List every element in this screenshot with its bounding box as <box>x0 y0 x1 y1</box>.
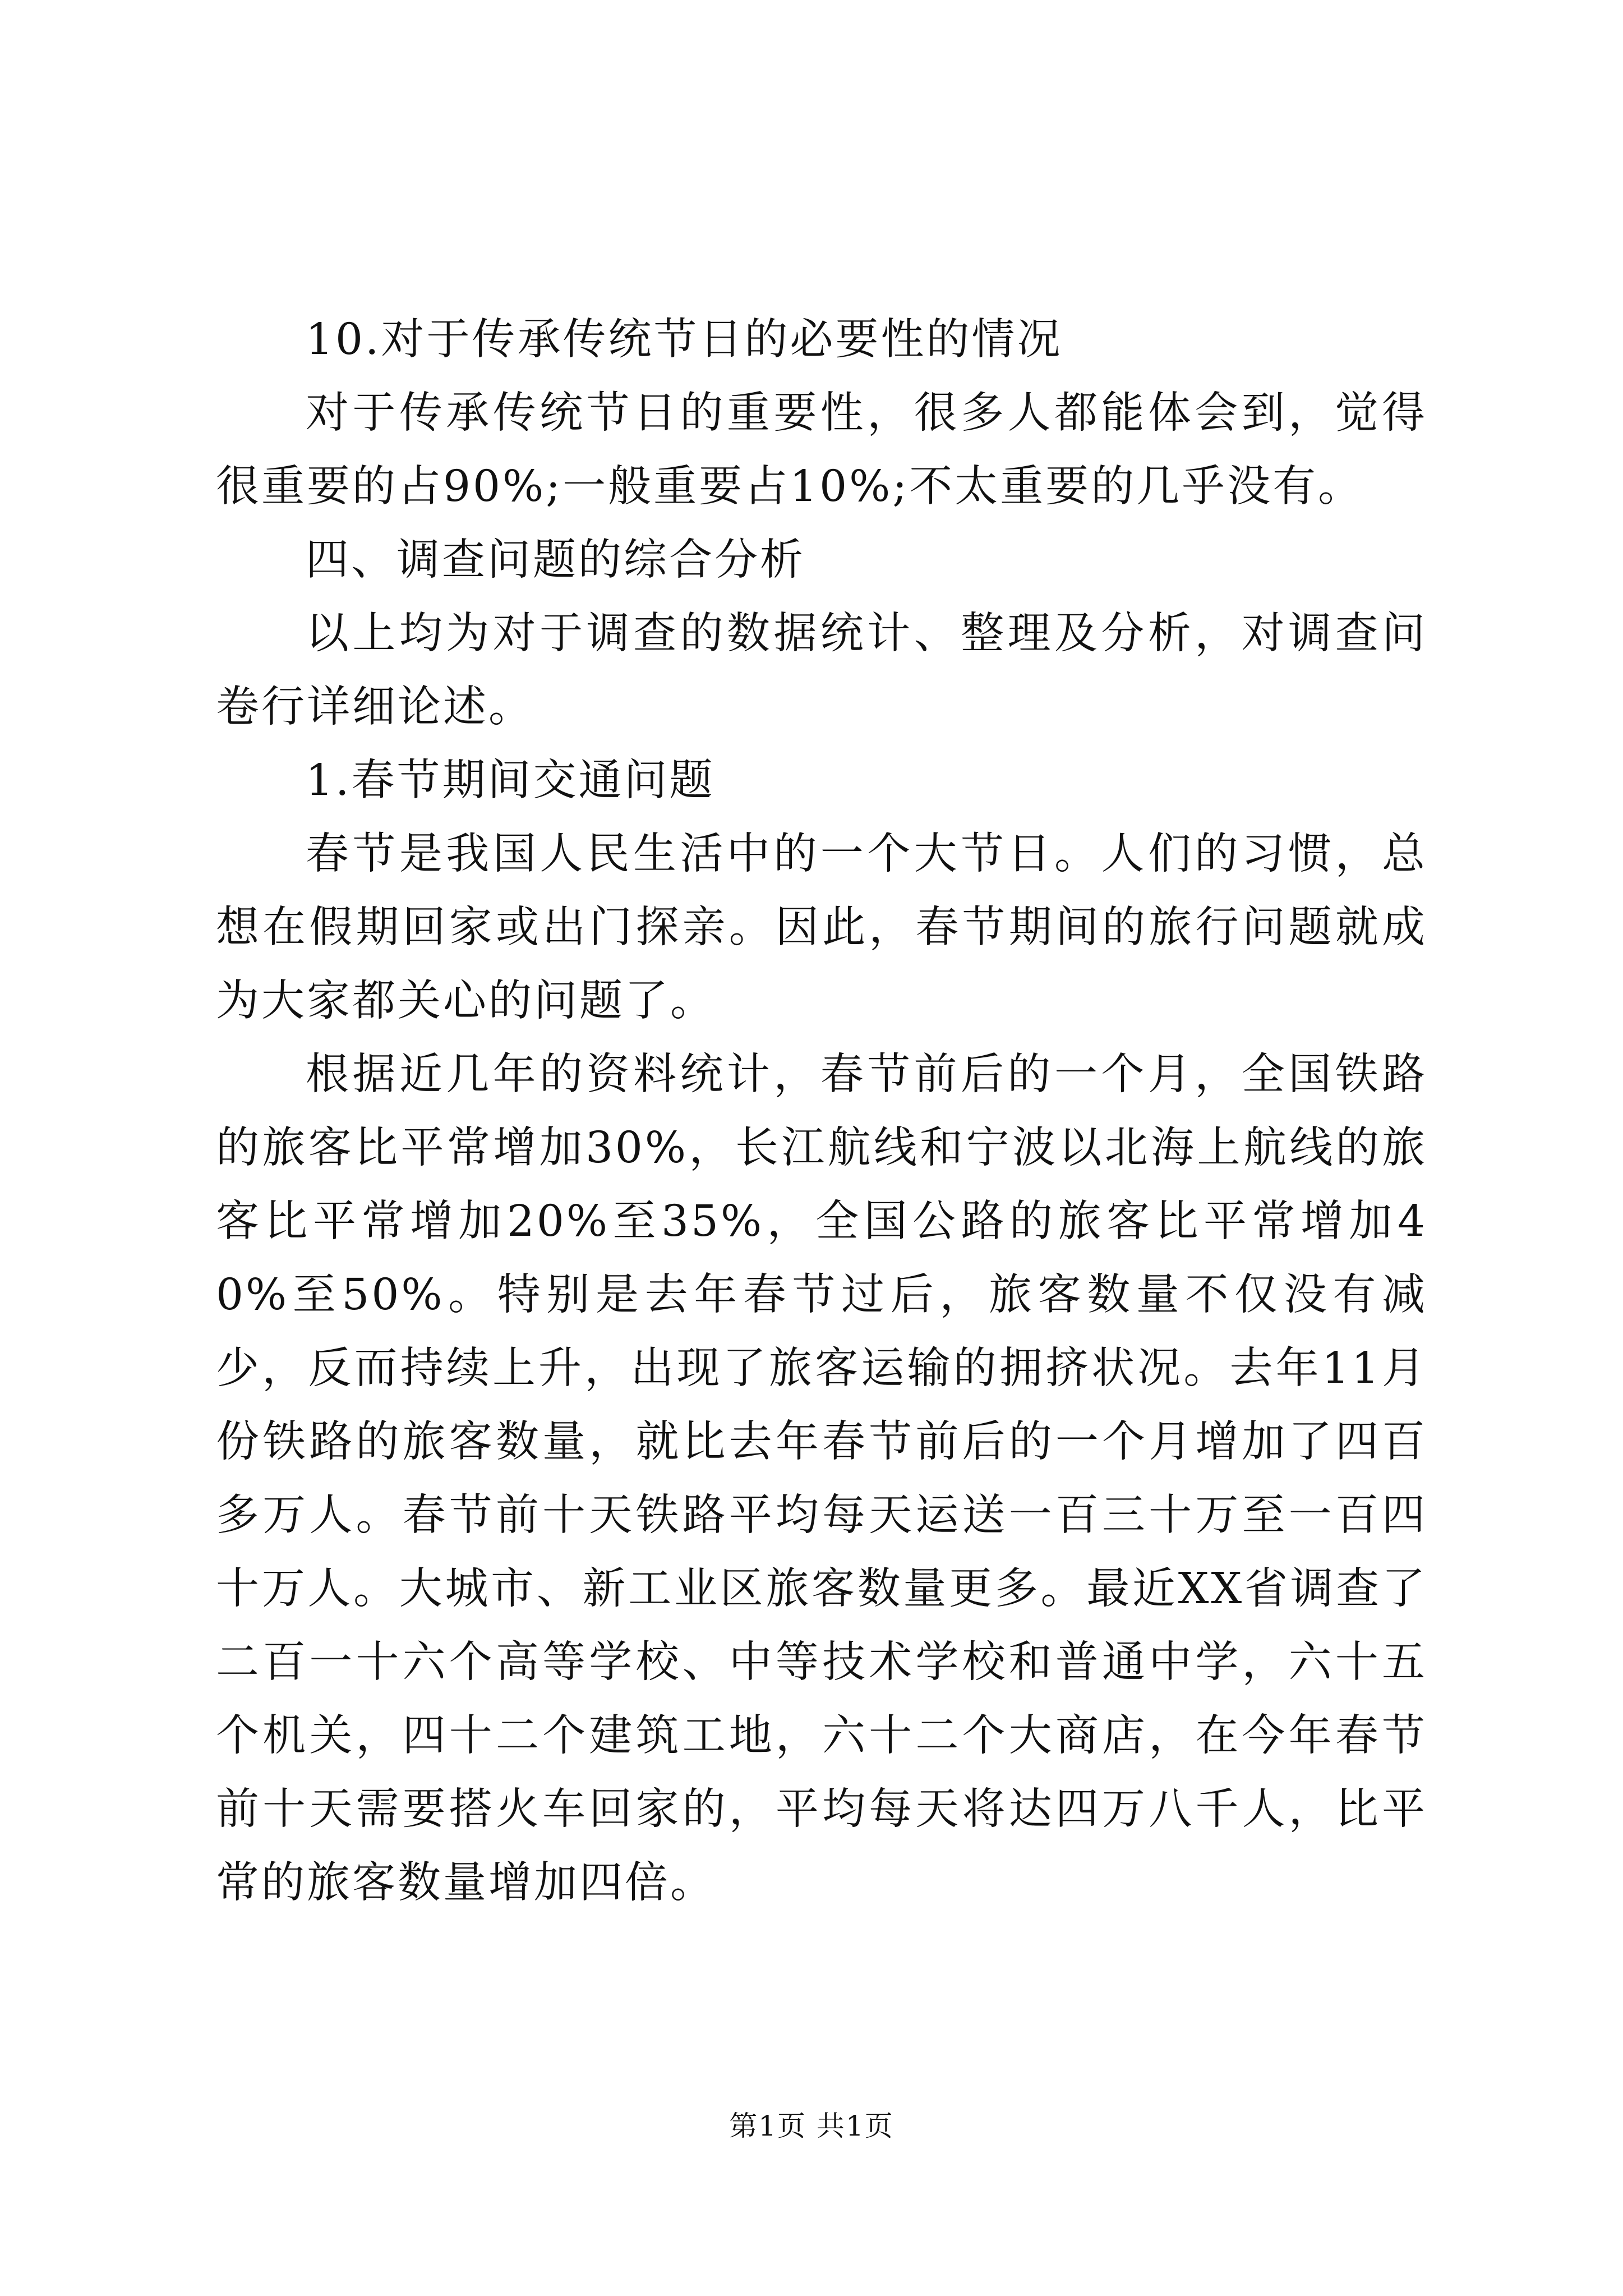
paragraph-statistics: 根据近几年的资料统计，春节前后的一个月，全国铁路的旅客比平常增加30%，长江航线和宁波以北海上航线的旅客比平常增加20%至35%，全国公路的旅客比平常增加40%至50%。特别是去年春节过后，旅客数量不仅没有减少，反而持续上升，出现了旅客运输的拥挤状况。去年11月份铁路的旅客数量，就比去年春节前后的一个月增加了四百多万人。春节前十天铁路平均每天运送一百三十万至一百四十万人。大城市、新工业区旅客数量更多。最近XX省调查了二百一十六个高等学校、中等技术学校和普通中学，六十五个机关，四十二个建筑工地，六十二个大商店，在今年春节前十天需要搭火车回家的，平均每天将达四万八千人，比平常的旅客数量增加四倍。 <box>216 1050 1427 1908</box>
section-heading-analysis: 四、调查问题的综合分析 <box>306 535 805 585</box>
paragraph-importance: 对于传承传统节日的重要性，很多人都能体会到，觉得很重要的占90%;一般重要占10%;不太重要的几乎没有。 <box>216 388 1427 512</box>
section-heading-necessity: 10.对于传承传统节日的必要性的情况 <box>306 315 1063 365</box>
paragraph-analysis-intro: 以上均为对于调查的数据统计、整理及分析，对调查问卷行详细论述。 <box>216 609 1427 732</box>
section-heading-traffic: 1.春节期间交通问题 <box>306 756 715 806</box>
page-number-footer: 第1页 共1页 <box>729 2110 894 2142</box>
document-body <box>216 303 1427 1920</box>
paragraph-spring-festival: 春节是我国人民生活中的一个大节日。人们的习惯，总想在假期回家或出门探亲。因此，春节期间的旅行问题就成为大家都关心的问题了。 <box>216 829 1427 1026</box>
